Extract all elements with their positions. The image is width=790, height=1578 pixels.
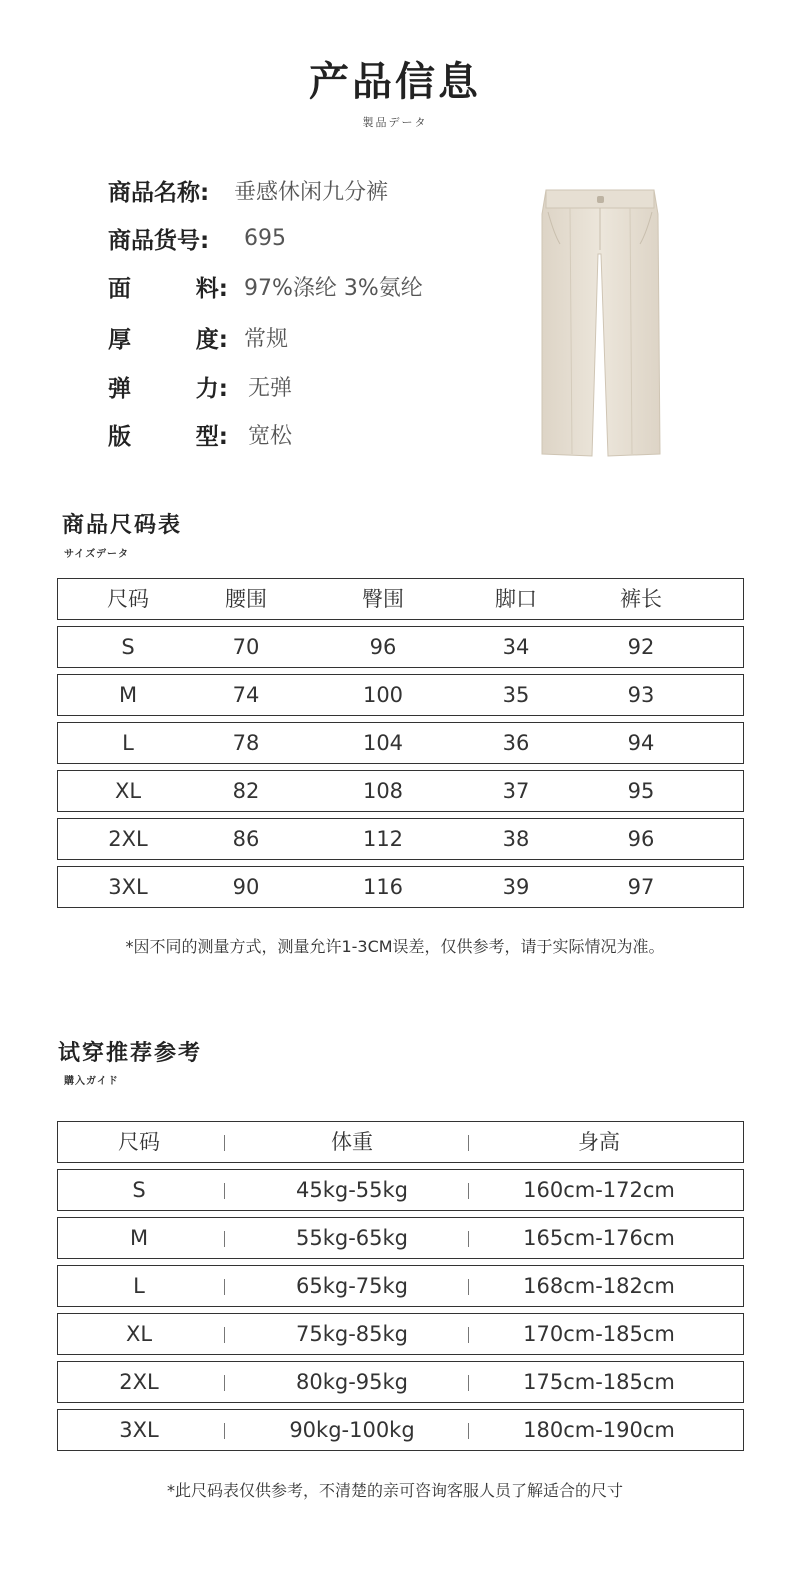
size-table-header-cell: 腰围 [225, 587, 267, 611]
size-table-cell: 90 [232, 875, 260, 899]
size-table-cell: 116 [362, 875, 404, 899]
column-divider [468, 1327, 469, 1343]
product-image [536, 184, 664, 460]
size-table-cell: 35 [502, 683, 530, 707]
size-table-cell: XL [114, 779, 142, 803]
fit-table-row [57, 1217, 744, 1259]
fit-table-row [57, 1265, 744, 1307]
column-divider [224, 1327, 225, 1343]
size-table-cell: 104 [362, 731, 404, 755]
size-table-cell: 78 [232, 731, 260, 755]
size-table-cell: 3XL [108, 875, 148, 899]
fit-table-cell: 170cm-185cm [523, 1322, 675, 1346]
fit-table-cell: L [133, 1274, 145, 1298]
size-table-cell: 37 [502, 779, 530, 803]
column-divider [468, 1183, 469, 1199]
fit-table-subtitle: 購入ガイド [64, 1076, 119, 1087]
spec-label: 厚 度: [108, 326, 228, 353]
column-divider [468, 1423, 469, 1439]
spec-value: 无弹 [248, 375, 293, 401]
size-table-cell: S [121, 635, 135, 659]
size-table-cell: 96 [369, 635, 397, 659]
size-table-cell: 36 [502, 731, 530, 755]
size-table-title: 商品尺码表 [62, 513, 183, 538]
size-table-row [57, 674, 744, 716]
fit-table-cell: 160cm-172cm [523, 1178, 675, 1202]
column-divider [224, 1279, 225, 1295]
fit-table-cell: S [132, 1178, 146, 1202]
size-table-cell: 92 [627, 635, 655, 659]
spec-label: 商品货号: [108, 227, 210, 254]
spec-value: 宽松 [248, 423, 293, 449]
size-table-cell: 95 [627, 779, 655, 803]
fit-table-cell: 2XL [119, 1370, 159, 1394]
fit-table-header-cell: 尺码 [118, 1130, 160, 1154]
size-table-cell: 38 [502, 827, 530, 851]
size-table-row [57, 818, 744, 860]
fit-table-row [57, 1169, 744, 1211]
spec-label: 面 料: [108, 275, 228, 302]
spec-fit [108, 418, 292, 450]
fit-table-cell: 45kg-55kg [295, 1178, 409, 1202]
fit-table-cell: XL [125, 1322, 153, 1346]
spec-fabric [108, 270, 423, 302]
fit-table-row [57, 1313, 744, 1355]
fit-table-cell: 3XL [119, 1418, 159, 1442]
column-divider [224, 1423, 225, 1439]
size-table-cell: M [118, 683, 138, 707]
size-table-header-cell: 裤长 [620, 587, 662, 611]
column-divider [468, 1279, 469, 1295]
fit-table-cell: 80kg-95kg [295, 1370, 409, 1394]
size-table-row [57, 866, 744, 908]
fit-table-header-cell: 身高 [578, 1130, 620, 1154]
fit-table-cell: 75kg-85kg [295, 1322, 409, 1346]
column-divider [468, 1231, 469, 1247]
size-table-row [57, 722, 744, 764]
fit-table-header-cell: 体重 [331, 1130, 373, 1154]
fit-table-cell: M [129, 1226, 149, 1250]
spec-label: 版 型: [108, 423, 228, 450]
spec-label: 商品名称: [108, 179, 210, 206]
size-table-cell: 86 [232, 827, 260, 851]
column-divider [224, 1231, 225, 1247]
column-divider [224, 1375, 225, 1391]
fit-table-cell: 55kg-65kg [295, 1226, 409, 1250]
spec-label: 弹 力: [108, 375, 228, 402]
spec-value: 垂感休闲九分裤 [234, 179, 389, 205]
spec-value: 97%涤纶 3%氨纶 [244, 275, 423, 301]
size-table-cell: 82 [232, 779, 260, 803]
column-divider [468, 1135, 469, 1151]
page-title: 产品信息 [309, 59, 481, 105]
size-table-cell: 100 [362, 683, 404, 707]
size-table-cell: L [122, 731, 134, 755]
spec-value: 常规 [244, 326, 289, 352]
size-note: *因不同的测量方式，测量允许1-3CM误差，仅供参考，请于实际情况为准。 [125, 937, 665, 956]
size-table-cell: 97 [627, 875, 655, 899]
size-table-header-cell: 臀围 [362, 587, 404, 611]
size-table-cell: 96 [627, 827, 655, 851]
fit-table-cell: 180cm-190cm [523, 1418, 675, 1442]
fit-table-header-row [57, 1121, 744, 1163]
size-table-cell: 2XL [108, 827, 148, 851]
fit-table-cell: 90kg-100kg [289, 1418, 415, 1442]
spec-thickness [108, 321, 288, 353]
size-table-cell: 108 [362, 779, 404, 803]
fit-table-row [57, 1361, 744, 1403]
size-table-row [57, 626, 744, 668]
size-table-subtitle: サイズデータ [64, 549, 129, 560]
column-divider [224, 1183, 225, 1199]
size-table-header-cell: 脚口 [495, 587, 537, 611]
spec-elasticity [108, 370, 292, 402]
fit-table-cell: 175cm-185cm [523, 1370, 675, 1394]
size-table-cell: 112 [362, 827, 404, 851]
size-table-header-row [57, 578, 744, 620]
fit-table-cell: 165cm-176cm [523, 1226, 675, 1250]
column-divider [224, 1135, 225, 1151]
spec-value: 695 [244, 225, 286, 251]
fit-note: *此尺码表仅供参考，不清楚的亲可咨询客服人员了解适合的尺寸 [166, 1481, 623, 1500]
size-table-cell: 93 [627, 683, 655, 707]
page-subtitle: 製品データ [362, 116, 428, 129]
fit-table-title: 试穿推荐参考 [58, 1041, 203, 1066]
size-table-cell: 39 [502, 875, 530, 899]
size-table-header-cell: 尺码 [107, 587, 149, 611]
size-table-row [57, 770, 744, 812]
size-table-cell: 74 [232, 683, 260, 707]
fit-table-cell: 168cm-182cm [523, 1274, 675, 1298]
size-table-cell: 70 [232, 635, 260, 659]
fit-table-row [57, 1409, 744, 1451]
size-table-cell: 94 [627, 731, 655, 755]
fit-table-cell: 65kg-75kg [295, 1274, 409, 1298]
size-table-cell: 34 [502, 635, 530, 659]
spec-sku [108, 222, 286, 254]
spec-name [108, 174, 388, 206]
column-divider [468, 1375, 469, 1391]
